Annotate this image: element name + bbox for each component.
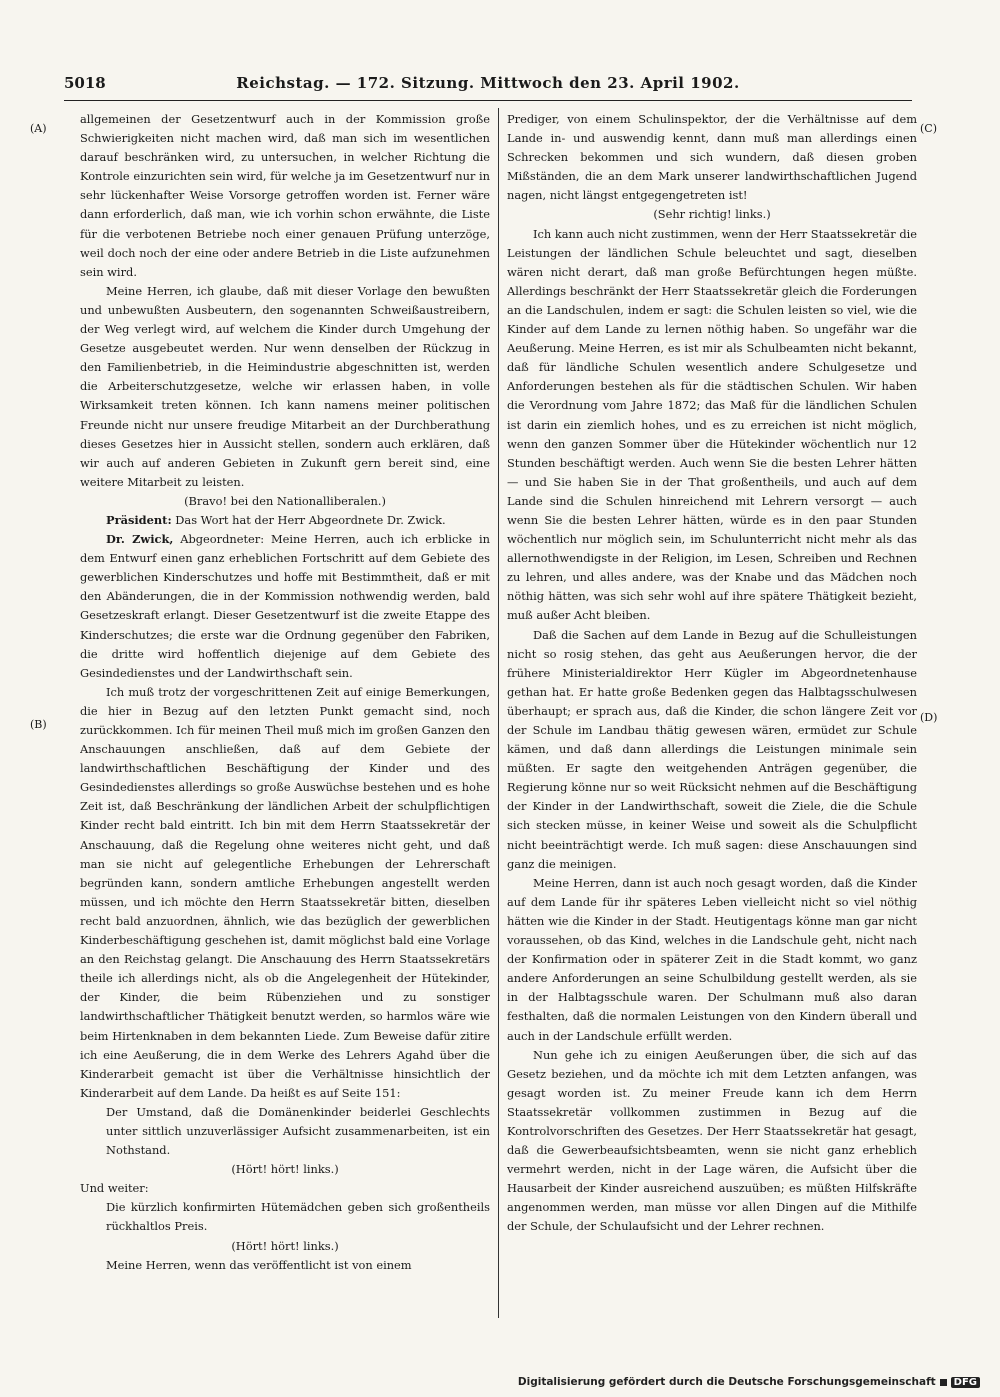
quotation: Der Umstand, daß die Domänenkinder beiderlei Geschlechts unter sittlich unzuverlässiger Aufsicht zusammenarbeiten, ist ein Nothstand. [106, 1104, 490, 1158]
digitization-footer [518, 1374, 980, 1390]
paragraph: Ich muß trotz der vorgeschrittenen Zeit auf einige Bemerkungen, die hier in Bezug auf den letzten Punkt gemacht sind, noch zurückkommen. Ich für meinen Theil muß mich im großen Ganzen den Anschauungen anschließen, daß auf dem Gebiete der landwirthschaftlichen Beschäftigung der Kinder und des Gesindedienstes allerdings so große Auswüchse bestehen und es hohe Zeit ist, daß Beschränkung der ländlichen Arbeit der schulpflichtigen Kinder recht bald eintritt. Ich bin mit dem Herrn Staatssekretär der Anschauung, daß die Regelung ohne weiteres nicht geht, und daß man sie nicht auf gelegentliche Erhebungen der Lehrerschaft begründen kann, sondern amtliche Erhebungen angestellt werden müssen, und ich möchte den Herrn Staatssekretär bitten, dieselben recht bald anzuordnen, ähnlich, wie das bezüglich der gewerblichen Kinderbeschäftigung geschehen ist, damit möglichst bald eine Vorlage an den Reichstag gelangt. Die Anschauung des Herrn Staatssekretärs theile ich allerdings nicht, als ob die Angelegenheit der Hütekinder, der Kinder, die beim Rübenziehen und zu sonstiger landwirthschaftlicher Thätigkeit benutzt werden, so harmlos wäre wie beim Hirtenknaben in dem bekannten Liede. Zum Beweise dafür zitire ich eine Aeußerung, die in dem Werke des Lehrers Agahd über die Kinderarbeit gemacht ist über die Verhältnisse hinsichtlich der Kinderarbeit auf dem Lande. Da heißt es auf Seite 151: [80, 684, 490, 1100]
dfg-logo: DFG [951, 1377, 980, 1388]
paragraph: Nun gehe ich zu einigen Aeußerungen über, die sich auf das Gesetz beziehen, und da möchte ich mit dem Letzten anfangen, was gesagt worden ist. Zu meiner Freude kann ich dem Herrn Staatssekretär vollkommen zustimmen in Bezug auf die Kontrolvorschriften des Gesetzes. Der Herr Staatssekretär hat gesagt, daß die Gewerbeaufsichtsbeamten, wenn sie nicht ganz erheblich vermehrt werden, nicht in der Lage wären, die Aufsicht über die Hausarbeit der Kinder ausreichend auszuüben; es müßten Hilfskräfte angenommen werden, man müsse vor allen Dingen auf die Mithilfe der Schule, der Schulaufsicht und der Lehrer rechnen. [507, 1047, 917, 1234]
header-rule [64, 100, 912, 101]
margin-marker-d: (D) [920, 711, 938, 724]
reaction-line: (Sehr richtig! links.) [653, 207, 771, 222]
reaction-line: (Hört! hört! links.) [231, 1238, 339, 1253]
margin-marker-c: (C) [920, 122, 937, 135]
footer-text: Digitalisierung gefördert durch die Deutsche Forschungsgemeinschaft [517, 1376, 936, 1388]
left-column [80, 110, 490, 1320]
paragraph: Ich kann auch nicht zustimmen, wenn der Herr Staatssekretär die Leistungen der ländlichen Schule beleuchtet und sagt, dieselben wären nicht derart, daß man große Befürchtungen hegen müßte. Allerdings beschränkt der Herr Staatssekretär gleich die Forderungen an die Landschulen, indem er sagt: die Schulen leisten so viel, wie die Kinder auf dem Lande zu lernen nöthig haben. So ungefähr war die Aeußerung. Meine Herren, es ist mir als Schulbeamten nicht bekannt, daß für ländliche Schulen wesentlich andere Schulgesetze und Anforderungen bestehen als für die städtischen Schulen. Wir haben die Verordnung vom Jahre 1872; das Maß für die ländlichen Schulen ist darin ein ziemlich hohes, und es zu erreichen ist nicht möglich, wenn den ganzen Sommer über die Hütekinder wöchentlich nur 12 Stunden beschäftigt werden. Auch wenn Sie die besten Lehrer hätten — und Sie haben Sie in der That großentheils, und auch auf dem Lande sind die Schulen hinreichend mit Lehrern versorgt — auch wenn Sie die besten Lehrer hätten, würde es in den paar Stunden wöchentlich nur möglich sein, im Schulunterricht nicht mehr als das allernothwendigste in der Religion, im Lesen, Schreiben und Rechnen zu lehren, und alles andere, was der Knabe und das Mädchen noch nöthig hätten, was sich sehr wohl auf ihre spätere Thätigkeit bezieht, muß außer Acht bleiben. [507, 226, 917, 623]
reaction-line: (Hört! hört! links.) [231, 1162, 339, 1177]
speech-text: Das Wort hat der Herr Abgeordnete Dr. Zwick. [171, 512, 446, 527]
reaction-line: (Bravo! bei den Nationalliberalen.) [184, 493, 386, 508]
paragraph: allgemeinen der Gesetzentwurf auch in der Kommission große Schwierigkeiten nicht machen wird, daß man sich im wesentlichen darauf beschränken wird, zu untersuchen, in welcher Richtung die Kontrole einzurichten sein wird, für welche ja im Gesetzentwurf nur in sehr lückenhafter Weise Vorsorge getroffen worden ist. Ferner wäre dann erforderlich, daß man, wie ich vorhin schon erwähnte, die Liste für die verbotenen Betriebe noch einer genauen Prüfung unterzöge, weil doch noch der eine oder andere Betrieb in die Liste aufzunehmen sein wird. [80, 112, 490, 279]
right-column [507, 110, 917, 1320]
paragraph: Meine Herren, wenn das veröffentlicht ist von einem [106, 1257, 412, 1272]
paragraph [80, 530, 490, 683]
paragraph: Daß die Sachen auf dem Lande in Bezug auf die Schulleistungen nicht so rosig stehen, das geht aus Aeußerungen hervor, die der frühere Ministerialdirektor Herr Kügler im Abgeordnetenhause gethan hat. Er hatte große Bedenken gegen das Halbtagsschulwesen überhaupt; er sprach aus, daß die Kinder, die schon längere Zeit vor der Schule im Landbau thätig gewesen wären, ermüdet zur Schule kämen, und daß dann allerdings die Leistungen minimale sein müßten. Er sagte den weitgehenden Anträgen gegenüber, die Regierung könne nur so weit Rücksicht nehmen auf die Beschäftigung der Kinder in der Landwirthschaft, soweit die Ziele, die die Schule sich stecken müsse, in keiner Weise und soweit als die Schulpflicht nicht beeinträchtigt werde. Ich muß sagen: diese Anschauungen sind ganz die meinigen. [507, 627, 917, 871]
quotation: Die kürzlich konfirmirten Hütemädchen geben sich großentheils rückhaltlos Preis. [106, 1200, 490, 1234]
paragraph: Meine Herren, ich glaube, daß mit dieser Vorlage den bewußten und unbewußten Ausbeutern, den sogenannten Schweißaustreibern, der Weg verlegt wird, auf welchem die Kinder durch Umgehung der Gesetze ausgebeutet werden. Nur wenn denselben der Rückzug in den Familienbetrieb, in die Heimindustrie abgeschnitten ist, werden die Arbeiterschutzgesetze, welche wir erlassen haben, in volle Wirksamkeit treten können. Ich kann namens meiner politischen Freunde nicht nur unsere freudige Mitarbeit an der Durchberathung dieses Gesetzes hier in Aussicht stellen, sondern auch erklären, daß wir auch auf anderen Gebieten in Zukunft gern bereit sind, eine weitere Mitarbeit zu leisten. [80, 283, 490, 489]
page-title: Reichstag. — 172. Sitzung. Mittwoch den 23. April 1902. [236, 74, 740, 92]
page-number: 5018 [64, 74, 106, 92]
paragraph: Prediger, von einem Schulinspektor, der die Verhältnisse auf dem Lande in- und auswendig kennt, dann muß man allerdings einen Schrecken bekommen und sich wundern, daß diesen groben Mißständen, die an dem Mark unserer landwirthschaftlichen Jugend nagen, nicht längst entgegengetreten ist! [507, 112, 917, 203]
column-divider [498, 108, 499, 1318]
speaker-label: Präsident: [106, 512, 172, 527]
margin-marker-b: (B) [30, 718, 47, 731]
margin-marker-a: (A) [30, 122, 47, 135]
paragraph [80, 511, 490, 530]
paragraph: Und weiter: [80, 1181, 149, 1196]
separator-square-icon [940, 1379, 947, 1386]
speaker-label: Dr. Zwick, [106, 532, 174, 547]
paragraph: Meine Herren, dann ist auch noch gesagt worden, daß die Kinder auf dem Lande für ihr späteres Leben vielleicht nicht so viel nöthig hätten wie die Kinder in der Stadt. Heutigentags könne man gar nicht voraussehen, ob das Kind, welches in die Landschule geht, nicht nach der Konfirmation oder in späterer Zeit in die Stadt kommt, wo ganz andere Anforderungen an seine Schulbildung gestellt werden, als sie in der Halbtagsschule waren. Der Schulmann muß also daran festhalten, daß die normalen Leistungen von den Kindern überall und auch in der Landschule erfüllt werden. [507, 875, 917, 1043]
speech-text: Abgeordneter: Meine Herren, auch ich erblicke in dem Entwurf einen ganz erheblichen Fortschritt auf dem Gebiete des gewerblichen Kinderschutzes und hoffe mit Bestimmtheit, daß er mit den Abänderungen, die in der Kommission nothwendig werden, bald Gesetzeskraft erlangt. Dieser Gesetzentwurf ist die zweite Etappe des Kinderschutzes; die erste war die Ordnung gegenüber den Fabriken, die dritte wird hoffentlich diejenige auf dem Gebiete des Gesindedienstes und der Landwirthschaft sein. [80, 532, 490, 680]
page-header [64, 74, 912, 96]
